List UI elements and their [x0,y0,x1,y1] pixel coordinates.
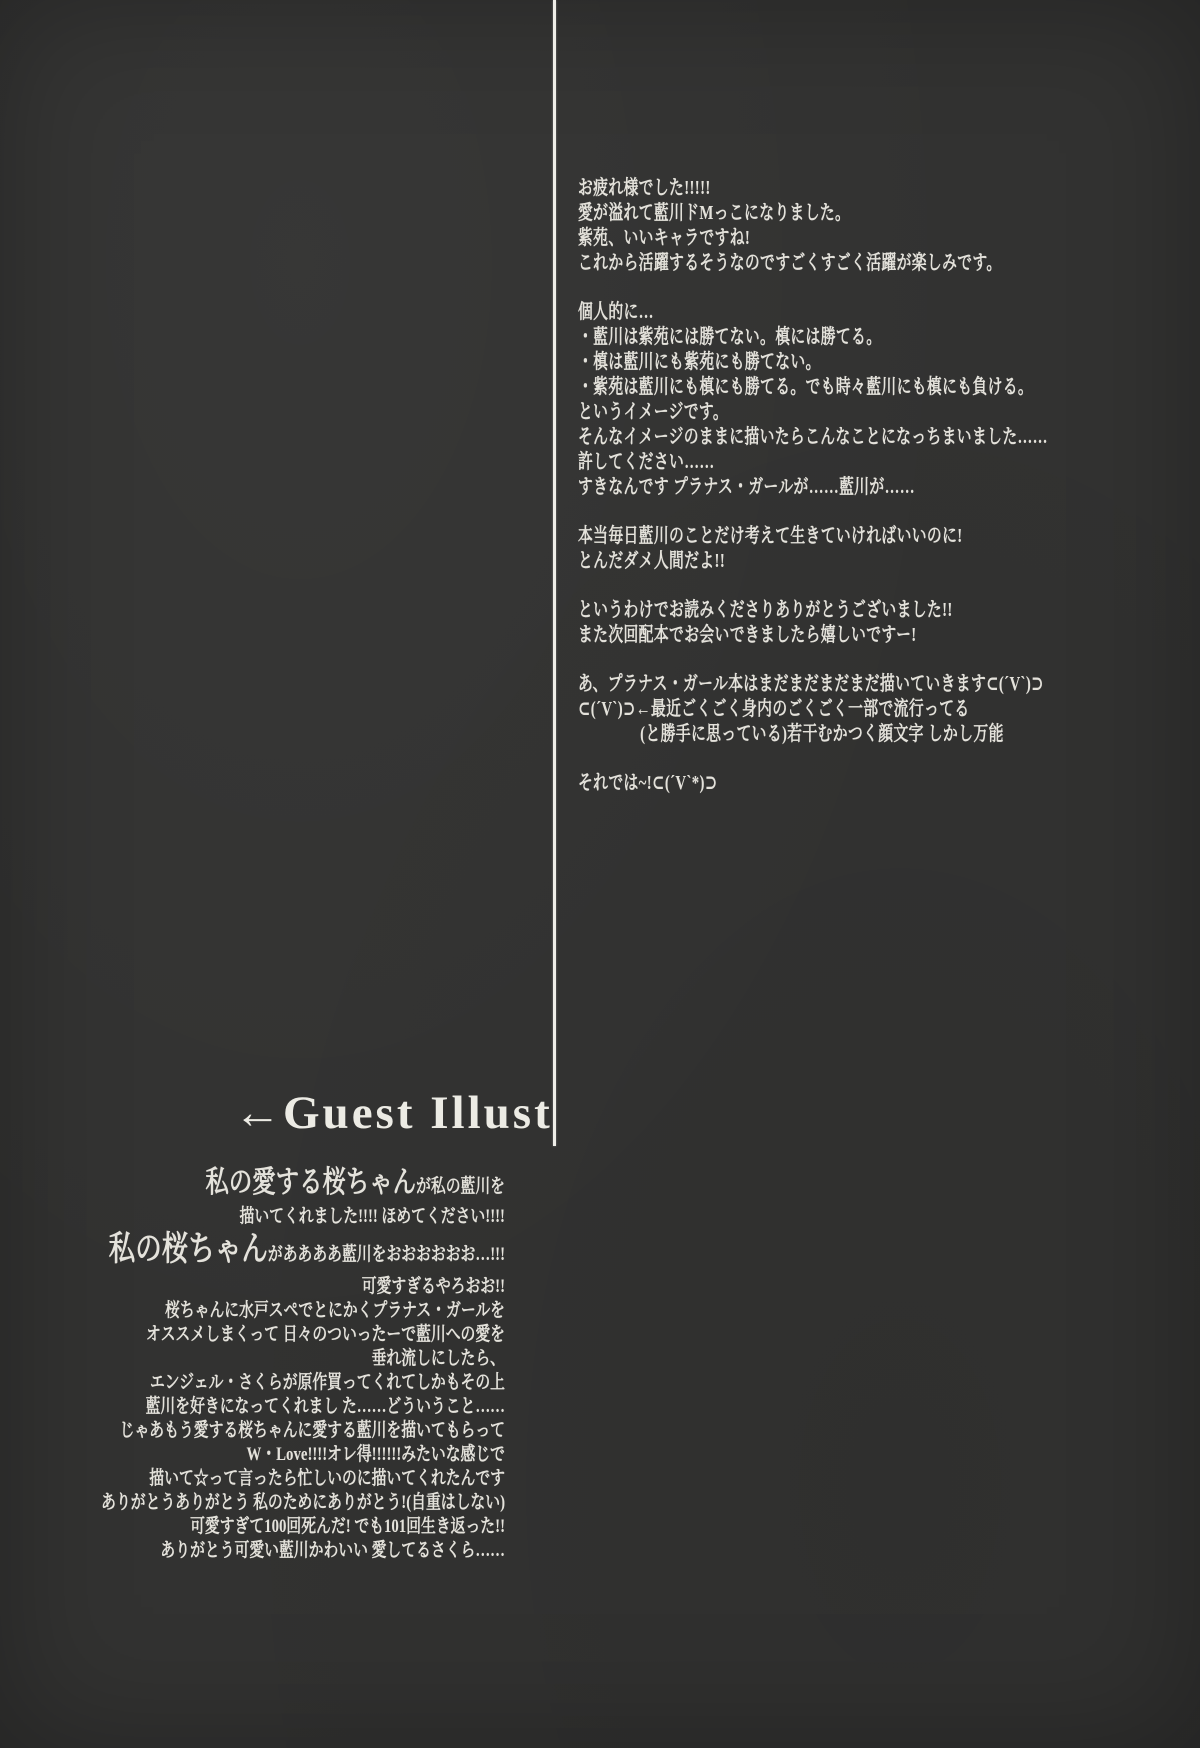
afterword-line: お疲れ様でした!!!!! [578,177,711,199]
guest-note-line: 描いて☆って言ったら忙しいのに描いてくれたんです [149,1468,505,1489]
afterword-line: すきなんです プラナス・ガールが……藍川が…… [578,476,915,498]
guest-note-text: が私の藍川を [416,1176,505,1197]
guest-illust-note-block [6,1164,505,1563]
afterword-line: 本当毎日藍川のことだけ考えて生きていければいいのに! [578,525,963,547]
afterword-line: あ、プラナス・ガール本はまだまだまだまだ描いていきます⊂(´V`)⊃ [578,673,1044,695]
guest-note-line: エンジェル・さくらが原作買ってくれてしかもその上 [149,1372,505,1393]
guest-note-emphasis: 私の愛する桜ちゃん [205,1166,417,1199]
guest-note-line: ありがとうありがとう 私のためにありがとう!(自重はしない) [101,1492,505,1513]
guest-note-line [6,1164,505,1205]
afterword-paragraph [578,771,1048,796]
afterword-paragraph [578,672,1048,747]
afterword-line: 許してください…… [578,451,715,473]
afterword-line: 個人的に… [578,301,654,323]
afterword-line: ・紫苑は藍川にも槙にも勝てる。でも時々藍川にも槙にも負ける。 [578,376,1034,398]
afterword-paragraph [578,300,1048,500]
left-arrow-icon: ← [234,1087,281,1139]
afterword-paragraph [578,598,1048,648]
guest-note-text: がああああ藍川をおおおおおお…!!! [267,1244,505,1265]
guest-note-line: 桜ちゃんに水戸スペでとにかくプラナス・ガールを [165,1300,505,1321]
afterword-line: とんだダメ人間だよ!! [578,550,726,572]
afterword-closing-line: それでは~!⊂(´V`*)⊃ [578,772,718,794]
guest-note-line: オススメしまくって 日々のついったーで藍川への愛を [146,1324,505,1345]
afterword-line: そんなイメージのままに描いたらこんなことになっちまいました…… [578,426,1048,448]
guest-note-line: ありがとう可愛い藍川かわいい 愛してるさくら…… [160,1540,505,1561]
afterword-paragraph [578,524,1048,574]
afterword-line: これから活躍するそうなのですごくすごく活躍が楽しみです。 [578,252,1002,274]
guest-note-line: 垂れ流しにしたら、 [371,1348,505,1369]
guest-note-line: 藍川を好きになってくれまし た……どういうこと…… [145,1396,505,1417]
afterword-line: (と勝手に思っている)若干むかつく顔文字 しかし万能 [640,723,1004,745]
guest-illust-heading-label: Guest Illust [283,1087,553,1139]
afterword-line: ⊂(´V`)⊃←最近ごくごく身内のごくごく一部で流行ってる [578,698,970,720]
afterword-line: ・槙は藍川にも紫苑にも勝てない。 [578,351,821,373]
guest-note-emphasis: 私の桜ちゃん [108,1231,268,1268]
afterword-line: 愛が溢れて藍川ドMっこになりました。 [578,202,851,224]
guest-note-line: 可愛すぎるやろおお!! [361,1276,505,1297]
guest-note-line: 可愛すぎて100回死んだ! でも101回生き返った!! [190,1516,505,1537]
afterword-text-block [578,176,1048,820]
guest-note-line: 描いてくれました!!!! ほめてください!!!! [239,1206,505,1227]
guest-note-line: じゃあもう愛する桜ちゃんに愛する藍川を描いてもらって [119,1420,506,1441]
afterword-line: というわけでお読みくださりありがとうございました!! [578,599,953,621]
guest-note-line [6,1229,505,1275]
vertical-divider-line [553,0,556,1146]
afterword-line: 紫苑、いいキャラですね! [578,227,751,249]
guest-illust-heading [234,1086,553,1140]
afterword-paragraph [578,176,1048,276]
guest-note-line: W・Love!!!!オレ得!!!!!!みたいな感じで [246,1444,505,1465]
afterword-line: ・藍川は紫苑には勝てない。槙には勝てる。 [578,326,882,348]
afterword-line: というイメージです。 [578,401,729,423]
afterword-line: また次回配本でお会いできましたら嬉しいですー! [578,624,917,646]
